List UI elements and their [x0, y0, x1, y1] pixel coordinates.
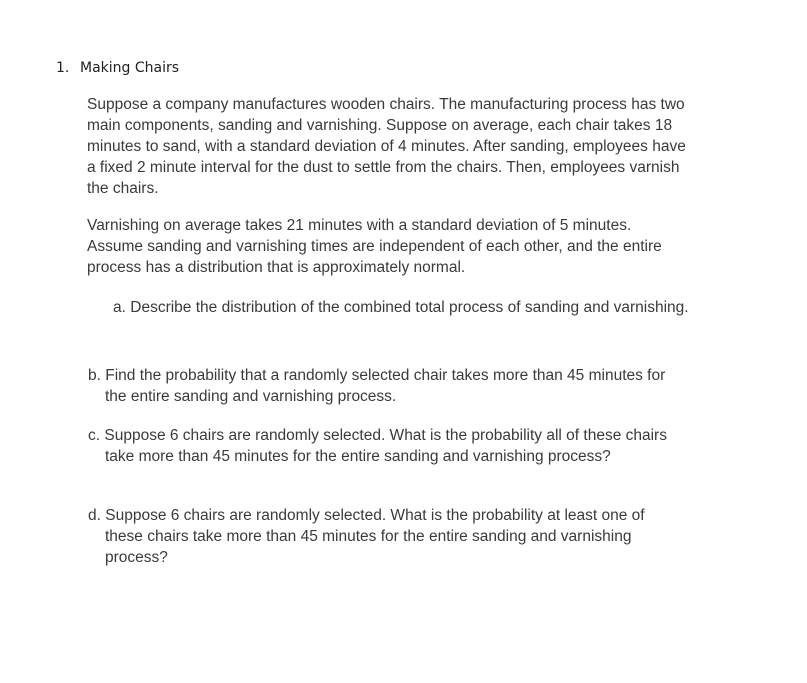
- question-a: [113, 297, 700, 318]
- problem-number: 1.: [56, 60, 70, 76]
- question-text: Find the probability that a randomly selected chair takes more than 45 minutes for the entire sanding and varnishing process.: [105, 367, 666, 405]
- question-b: [88, 365, 675, 407]
- question-label: a.: [113, 299, 126, 316]
- question-label: d.: [88, 507, 101, 524]
- question-text: Suppose 6 chairs are randomly selected. What is the probability all of these chairs take more than 45 minutes for the entire sanding and varnishing process?: [104, 427, 667, 465]
- assumption-paragraph: Varnishing on average takes 21 minutes with a standard deviation of 5 minutes. Assume sanding and varnishing times are independent of each other, and the entire process has a distribution that is approximately normal.: [87, 217, 662, 276]
- intro-paragraph: Suppose a company manufactures wooden chairs. The manufacturing process has two main components, sanding and varnishing. Suppose on average, each chair takes 18 minutes to sand, with a standard deviation of 4 minutes. After sanding, employees have a fixed 2 minute interval for the dust to settle from the chairs. Then, employees varnish the chairs.: [87, 96, 686, 197]
- problem-title: Making Chairs: [80, 60, 180, 76]
- question-text: Describe the distribution of the combined total process of sanding and varnishing.: [130, 299, 689, 316]
- question-text: Suppose 6 chairs are randomly selected. What is the probability at least one of these chairs take more than 45 minutes for the entire sanding and varnishing process?: [105, 507, 645, 566]
- question-d: [88, 505, 675, 568]
- problem-heading: [56, 60, 179, 76]
- question-label: c.: [88, 427, 101, 444]
- question-label: b.: [88, 367, 101, 384]
- question-c: [88, 425, 675, 467]
